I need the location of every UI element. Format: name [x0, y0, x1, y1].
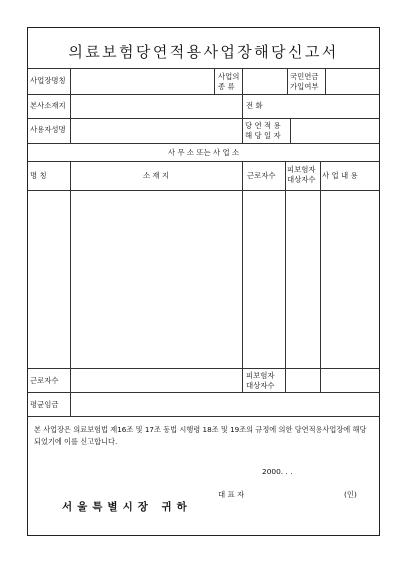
rule-row3: [28, 143, 379, 144]
col-business-header: 사 업 내 용: [322, 171, 358, 180]
pension-label-2: 가입여부: [290, 82, 319, 91]
col-workers-header: 근로자수: [247, 171, 276, 180]
seal-mark: (인): [344, 490, 357, 499]
total-insured-label-2: 대상자수: [246, 381, 275, 390]
office-section-label: 사 무 소 또는 사 업 소: [167, 148, 240, 157]
rule-top: [28, 68, 379, 69]
rule-table-end: [28, 368, 379, 369]
rule-insured-col: [320, 161, 321, 392]
rule-date-right: [290, 118, 291, 143]
date-line: 2000. . .: [262, 467, 293, 476]
applicable-date-label-1: 당 연 적 용: [245, 121, 281, 130]
col-insured-header-2: 대상자수: [287, 175, 316, 184]
rule-totals-label: [70, 368, 71, 416]
rule-wage: [28, 416, 379, 417]
rule-totals: [28, 392, 379, 393]
business-name-label: 사업장명칭: [30, 76, 66, 85]
rule-col-header: [28, 190, 379, 191]
rule-type-right: [242, 68, 243, 143]
total-workers-label: 근로자수: [30, 376, 59, 385]
hq-address-label: 본사소재지: [30, 101, 66, 110]
rule-type-left: [214, 68, 215, 94]
avg-wage-label: 평균임금: [30, 400, 59, 409]
pension-label-1: 국민연금: [290, 72, 319, 81]
rule-label-col: [70, 68, 71, 143]
form-title: 의료보험당연적용사업장해당신고서: [68, 43, 339, 61]
employer-label: 사용자성명: [30, 125, 66, 134]
addressee: 서울특별시장 귀하: [62, 501, 192, 513]
col-insured-header-1: 피보험자: [287, 165, 316, 174]
col-location-header: 소 재 지: [142, 171, 170, 180]
report-form: [27, 27, 380, 536]
business-type-label-2: 종 류: [218, 82, 235, 91]
rule-name-col: [70, 161, 71, 368]
rule-pension-right: [325, 68, 326, 94]
applicable-date-label-2: 해 당 일 자: [245, 131, 281, 140]
rule-workers-col: [285, 161, 286, 392]
business-type-label-1: 사업의: [218, 72, 240, 81]
rule-location-col: [242, 161, 243, 392]
total-insured-label-1: 피보험자: [246, 371, 275, 380]
representative-label: 대 표 자: [218, 490, 245, 499]
rule-office-header: [28, 161, 379, 162]
rule-row2: [28, 118, 379, 119]
col-name-header: 명 칭: [30, 171, 47, 180]
declaration-text: 본 사업장은 의료보험법 제16조 및 17조 동법 시행령 18조 및 19조의 규정에 의한 당연적용사업장에 해당되었기에 이를 신고합니다.: [34, 425, 367, 446]
rule-row1: [28, 94, 379, 95]
phone-label: 전 화: [246, 101, 263, 110]
rule-pension-left: [287, 68, 288, 94]
